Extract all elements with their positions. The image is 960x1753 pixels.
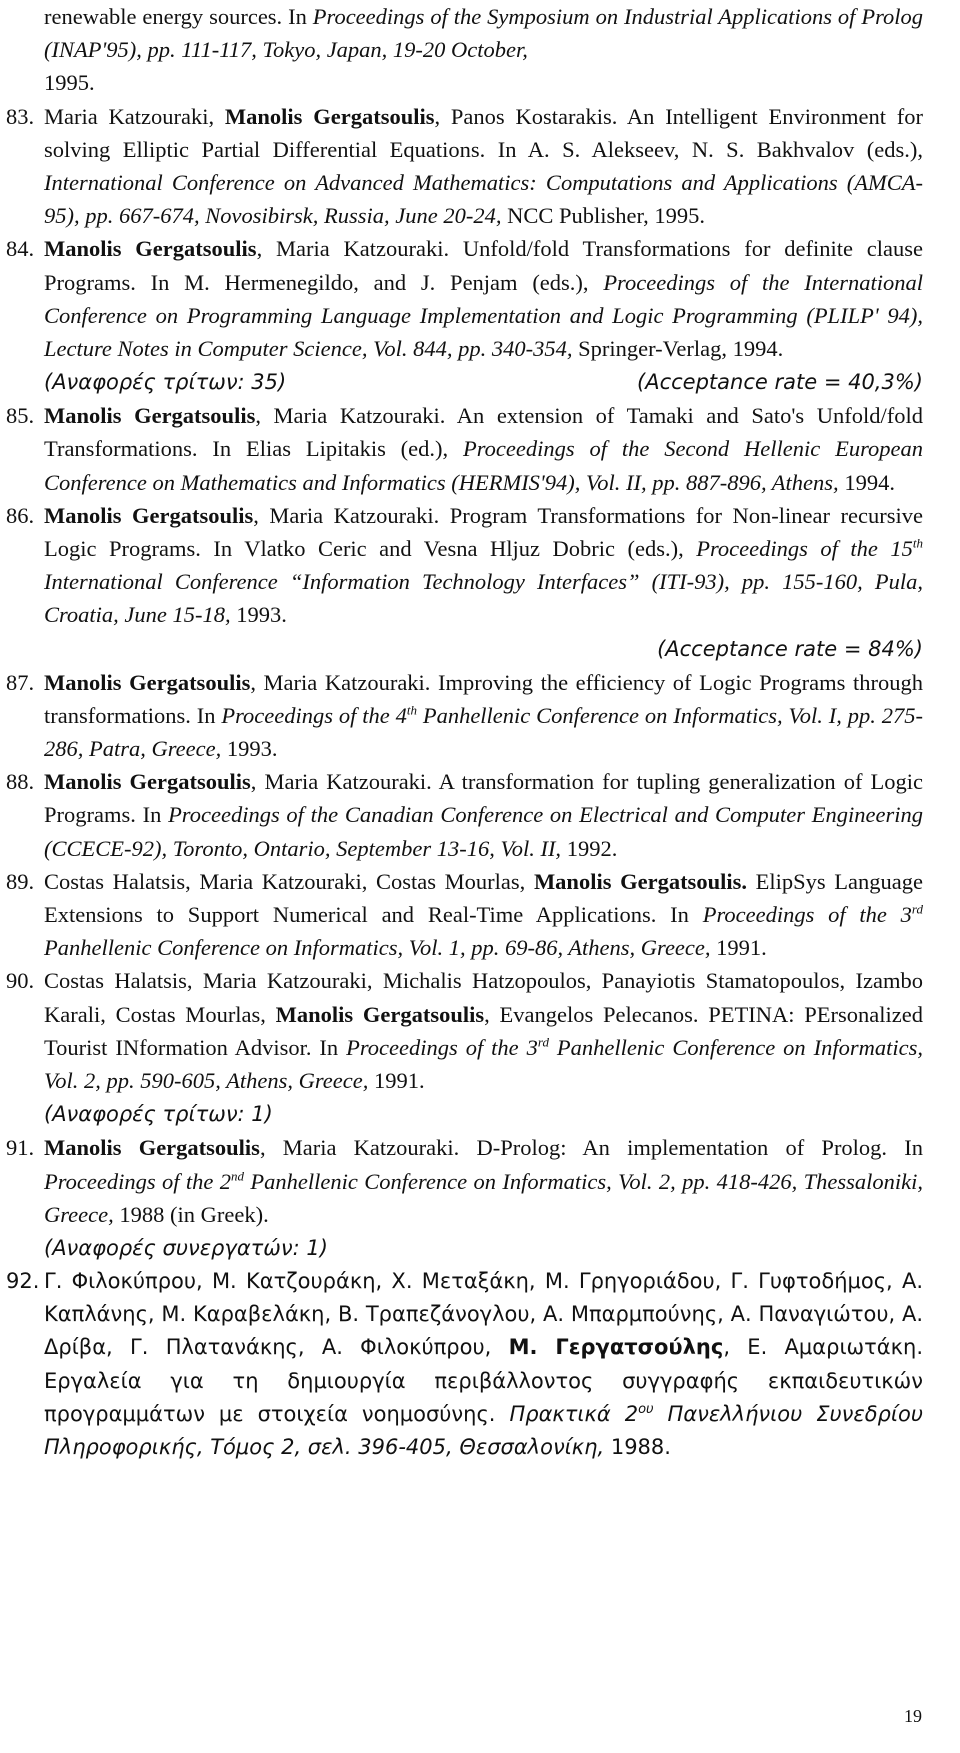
author-highlight: Μ. Γεργατσούλης: [508, 1335, 724, 1360]
authors-rest: , Ε. Αμαριωτάκη.: [723, 1335, 923, 1360]
authors: Costas Halatsis, Maria Katzouraki, Michalis Hatzopoulos, Panayiotis Stamatopoulos, Izambo Karali, Costas Mourlas,: [44, 968, 923, 1027]
author-highlight: Manolis Gergatsoulis: [44, 236, 257, 262]
venue-a: Πρακτικά 2: [495, 1401, 639, 1426]
note-row-84: [44, 365, 923, 399]
publisher: 1994.: [838, 469, 895, 495]
venue: Proceedings of the Canadian Conference on Electrical and Computer Engineering (CCECE-92), Toronto, Ontario, September 13-16, Vol. II,: [44, 802, 923, 861]
title: An extension of Tamaki and Sato's Unfold/fold Transformations. In Elias Lipitakis (ed.),: [44, 403, 923, 462]
title: PETINA: PErsonalized Tourist INformation Advisor. In: [44, 1001, 923, 1060]
reference-84: [6, 232, 923, 365]
venue-b: Panhellenic Conference on Informatics, Vol. 1, pp. 69-86, Athens, Greece,: [44, 935, 711, 961]
authors: Γ. Φιλοκύπρου, Μ. Κατζουράκη, Χ. Μεταξάκη, Μ. Γρηγοριάδου, Γ. Γυφτοδήμος, Α. Καπλάνης, Μ. Καραβελάκη, Β. Τραπεζάνογλου, Α. Μπαρμπούνης, Α. Παναγιώτου, Α. Δρίβα, Γ. Πλατανάκης, Α. Φιλοκύπρου,: [44, 1268, 923, 1360]
venue-b: Panhellenic Conference on Informatics, Vol. I, pp. 275-286, Patra, Greece,: [44, 702, 923, 762]
venue-b: International Conference “Information Technology Interfaces” (ITI-93), pp. 155-160, Pula, Croatia, June 15-18,: [44, 569, 923, 628]
note-row-86: [44, 632, 923, 666]
reference-number: 85.: [6, 403, 35, 429]
authors: Costas Halatsis, Maria Katzouraki, Costas Mourlas,: [44, 868, 534, 894]
venue-superscript: th: [912, 535, 923, 551]
reference-number: 90.: [6, 968, 35, 994]
venue-b: Panhellenic Conference on Informatics, Vol. 2, pp. 590-605, Athens, Greece,: [44, 1034, 923, 1094]
author-highlight: Manolis Gergatsoulis: [44, 669, 251, 695]
publisher: 1988 (in Greek).: [113, 1201, 269, 1227]
reference-number: 83.: [6, 103, 35, 129]
publisher: 1993.: [221, 736, 278, 762]
venue-b: Πανελλήνιου Συνεδρίου Πληροφορικής, Τόμος 2, σελ. 396-405, Θεσσαλονίκη,: [44, 1401, 923, 1459]
prev-year: 1995.: [44, 70, 95, 96]
title: Unfold/fold Transformations for definite clause Programs. In M. Hermenegildo, and J. Penjam (eds.),: [44, 236, 923, 295]
venue: Proceedings of the Second Hellenic European Conference on Mathematics and Informatics (HERMIS'94), Vol. II, pp. 887-896, Athens,: [44, 436, 923, 495]
previous-reference-continuation: [44, 0, 923, 100]
publisher: Springer-Verlag, 1994.: [572, 336, 784, 362]
publisher: 1991.: [710, 935, 767, 961]
title: D-Prolog: An implementation of Prolog. In: [476, 1135, 923, 1161]
title: A transformation for tupling generalization of Logic Programs. In: [44, 769, 923, 828]
authors-rest: , Panos Kostarakis.: [434, 103, 627, 129]
authors-rest: [747, 869, 756, 894]
reference-88: [6, 765, 923, 865]
authors-rest: , Maria Katzouraki.: [253, 502, 450, 528]
reference-90: [6, 964, 923, 1097]
venue-superscript: ου: [638, 1401, 654, 1417]
reference-number: 89.: [6, 868, 35, 894]
venue-superscript: nd: [231, 1168, 245, 1183]
venue-superscript: th: [406, 702, 417, 718]
authors-rest: , Maria Katzouraki.: [250, 669, 439, 695]
reference-92: [6, 1265, 923, 1464]
publisher: 1991.: [368, 1068, 425, 1094]
reference-86: [6, 499, 923, 632]
title: Εργαλεία για τη δημιουργία περιβάλλοντος συγγραφής εκπαιδευτικών προγραμμάτων με στοιχεία νοημοσύνης.: [44, 1368, 923, 1426]
venue-superscript: rd: [537, 1034, 549, 1050]
authors-rest: , Maria Katzouraki.: [255, 403, 457, 429]
publisher: 1993.: [230, 602, 287, 628]
venue-a: Proceedings of the 15: [683, 536, 913, 562]
title: An Intelligent Environment for solving Elliptic Partial Differential Equations. In A. S. Alekseev, N. S. Bakhvalov (eds.),: [44, 103, 923, 162]
acceptance-rate-note: (Acceptance rate = 40,3%): [637, 370, 923, 395]
author-highlight: Manolis Gergatsoulis: [224, 103, 435, 129]
reference-number: 84.: [6, 236, 35, 262]
reference-91: [6, 1131, 923, 1231]
venue-superscript: rd: [911, 901, 923, 917]
author-highlight: Manolis Gergatsoulis: [44, 403, 256, 429]
reference-number: 91.: [6, 1135, 35, 1161]
authors-rest: , Evangelos Pelecanos.: [484, 1001, 709, 1027]
author-highlight: Manolis Gergatsoulis: [44, 769, 251, 795]
author-highlight: Manolis Gergatsoulis: [44, 1135, 260, 1161]
reference-89: [6, 865, 923, 965]
reference-83: [6, 100, 923, 233]
authors: Maria Katzouraki,: [44, 103, 225, 129]
reference-number: 86.: [6, 502, 35, 528]
venue-a: Proceedings of the 4: [215, 702, 407, 728]
reference-number: 88.: [6, 769, 35, 795]
title: Program Transformations for Non-linear recursive Logic Programs. In Vlatko Ceric and Vesna Hljuz Dobric (eds.),: [44, 502, 923, 562]
author-highlight: Manolis Gergatsoulis: [275, 1001, 485, 1027]
title: Improving the efficiency of Logic Programs through transformations. In: [44, 669, 923, 728]
author-highlight: Manolis Gergatsoulis: [44, 502, 254, 528]
venue: International Conference on Advanced Mathematics: Computations and Applications (AMCA-95), pp. 667-674, Novosibirsk, Russia, June 20-24,: [44, 170, 923, 229]
publisher: 1988.: [604, 1434, 671, 1459]
note-row-90: [44, 1097, 923, 1131]
reference-85: [6, 399, 923, 499]
page-number: 19: [904, 1705, 922, 1726]
reference-number: 87.: [6, 669, 35, 695]
venue-b: Panhellenic Conference on Informatics, Vol. 2, pp. 418-426, Thessaloniki, Greece,: [44, 1168, 923, 1227]
venue: Proceedings of the International Conference on Programming Language Implementation and Logic Programming (PLILP' 94), Lecture Notes in Computer Science, Vol. 844, pp. 340-354,: [44, 269, 923, 362]
venue-a: Proceedings of the 2: [44, 1168, 232, 1194]
acceptance-rate-note: (Acceptance rate = 84%): [657, 636, 923, 661]
author-highlight: Manolis Gergatsoulis.: [533, 868, 747, 894]
publisher: NCC Publisher, 1995.: [501, 203, 705, 229]
authors-rest: , Maria Katzouraki.: [259, 1135, 477, 1161]
prev-text-a: renewable energy sources. In: [44, 4, 313, 29]
authors-rest: , Maria Katzouraki.: [250, 769, 439, 795]
reference-number: 92.: [6, 1268, 40, 1293]
citations-note: (Αναφορές τρίτων: 1): [44, 1102, 273, 1127]
publisher: 1992.: [561, 835, 618, 861]
note-row-91: [44, 1231, 923, 1265]
prev-venue: Proceedings of the Symposium on Industrial Applications of Prolog (INAP'95), pp. 111-117, Tokyo, Japan, 19-20 October,: [44, 4, 923, 63]
venue-a: Proceedings of the 3: [688, 902, 912, 928]
collaborator-citations-note: (Αναφορές συνεργατών: 1): [44, 1235, 328, 1260]
citations-note: (Αναφορές τρίτων: 35): [44, 370, 287, 395]
title: ElipSys Language Extensions to Support Numerical and Real-Time Applications. In: [44, 868, 923, 928]
authors-rest: , Maria Katzouraki.: [256, 236, 463, 262]
reference-87: [6, 666, 923, 766]
venue-a: Proceedings of the 3: [338, 1034, 538, 1060]
